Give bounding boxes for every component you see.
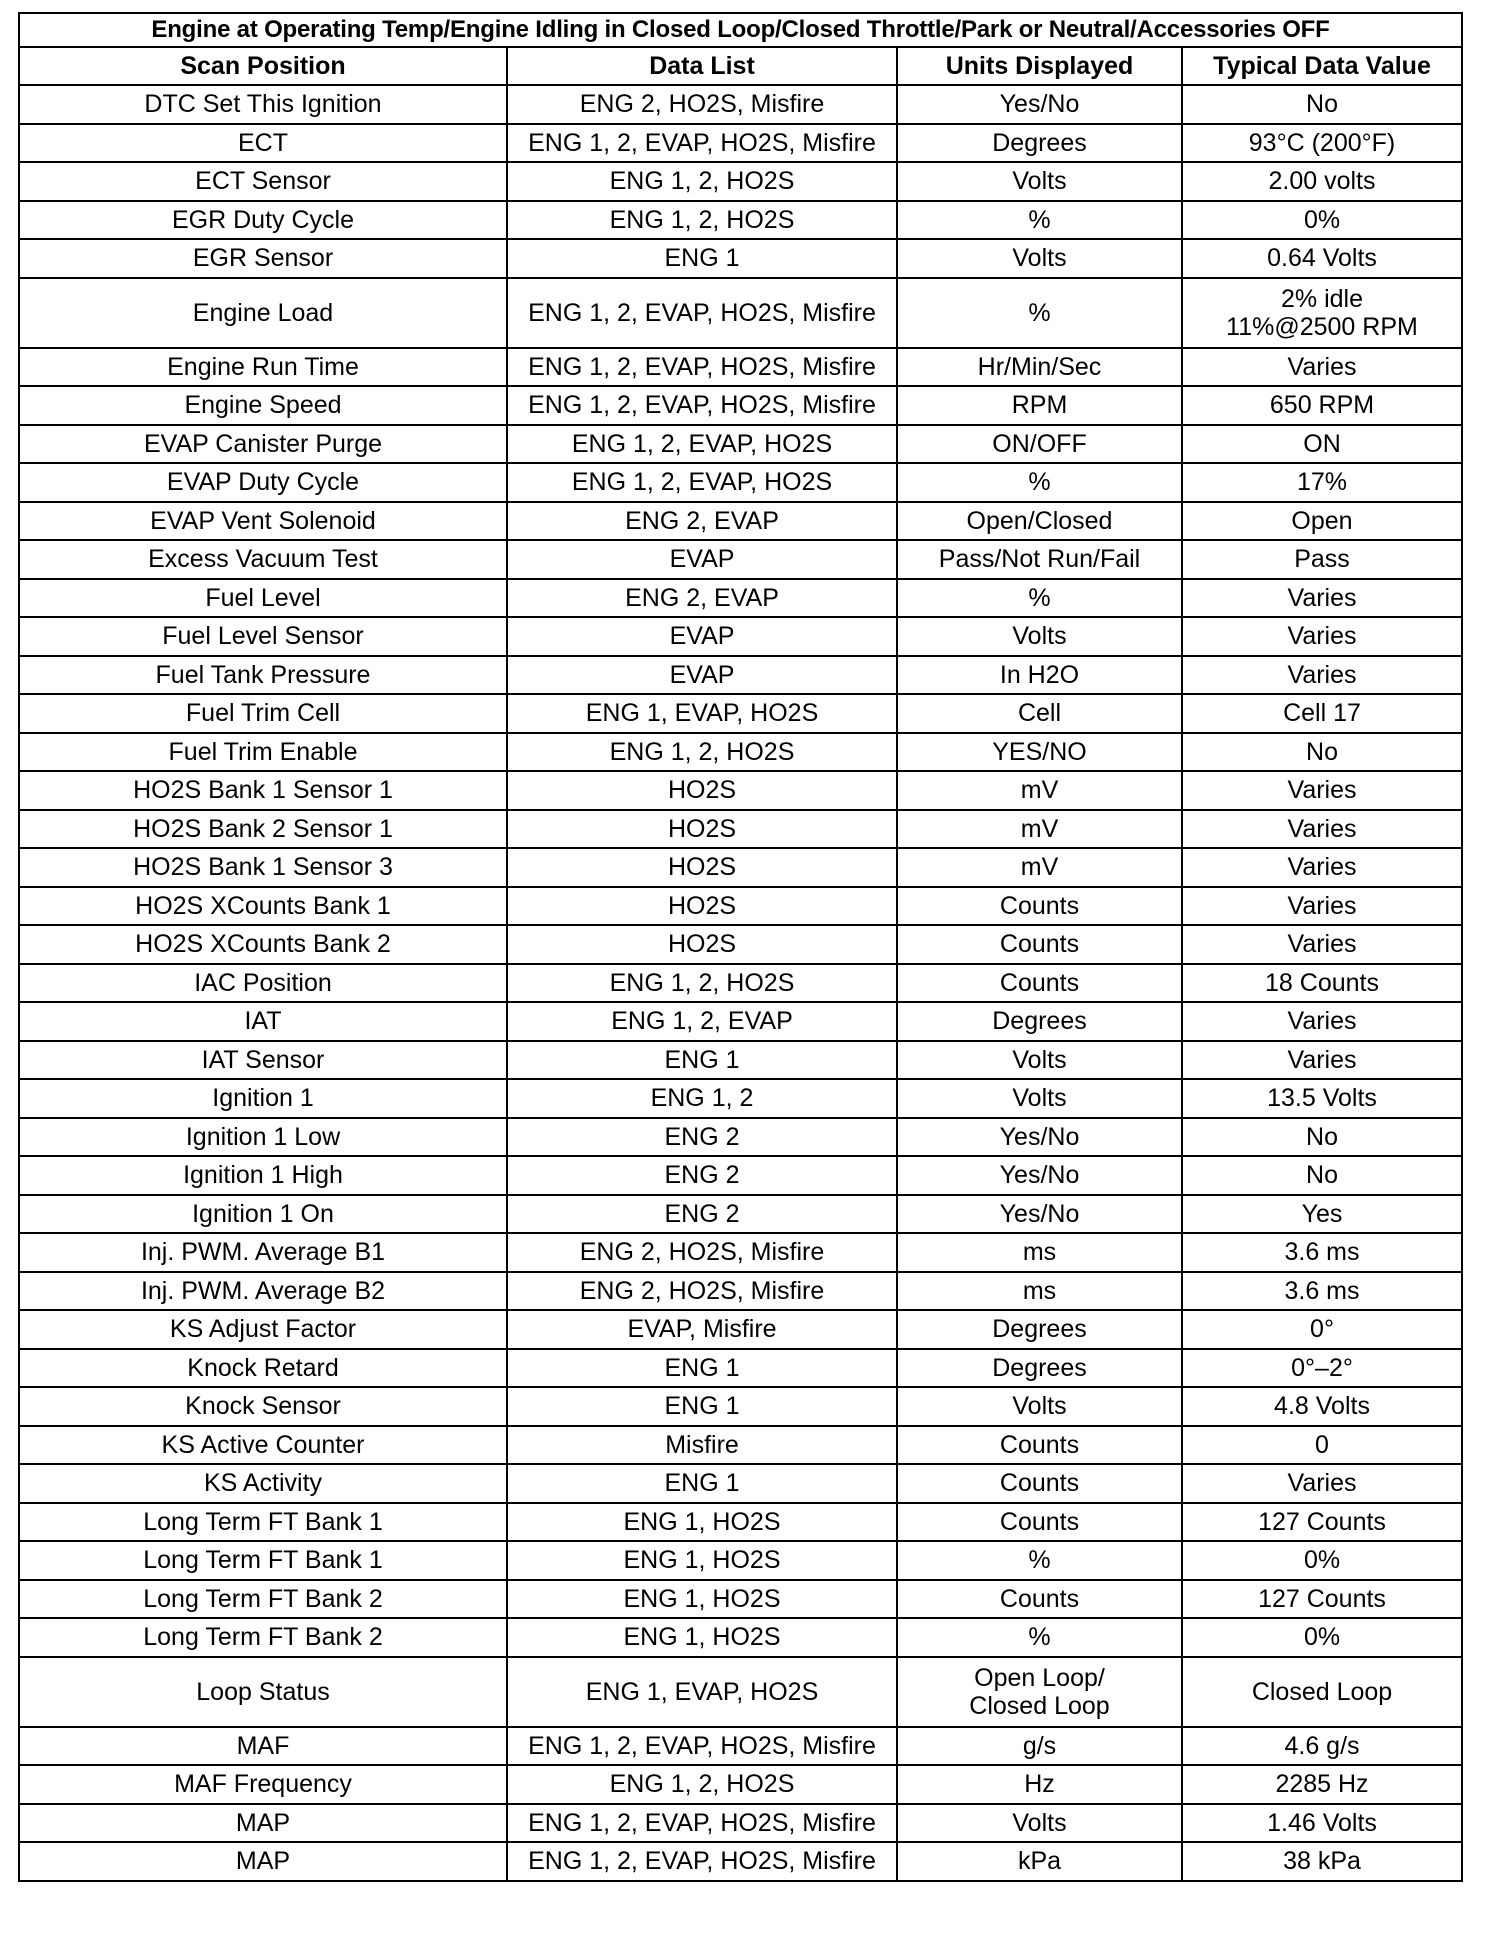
table-row xyxy=(19,278,1462,348)
table-row xyxy=(19,348,1462,387)
cell-units-displayed: Yes/No xyxy=(897,1195,1182,1234)
cell-data-list: ENG 1, 2, EVAP, HO2S, Misfire xyxy=(507,1727,897,1766)
cell-data-list: EVAP xyxy=(507,656,897,695)
cell-data-list: ENG 2 xyxy=(507,1195,897,1234)
cell-scan-position: HO2S XCounts Bank 2 xyxy=(19,925,507,964)
table-row xyxy=(19,810,1462,849)
cell-units-displayed: Hz xyxy=(897,1765,1182,1804)
cell-units-displayed: Counts xyxy=(897,1464,1182,1503)
cell-typical-data-value: Varies xyxy=(1182,925,1462,964)
cell-typical-data-value-line-2: 11%@2500 RPM xyxy=(1226,312,1418,341)
cell-units-displayed: RPM xyxy=(897,386,1182,425)
cell-scan-position: HO2S XCounts Bank 1 xyxy=(19,887,507,926)
cell-scan-position: Fuel Trim Enable xyxy=(19,733,507,772)
cell-scan-position: HO2S Bank 2 Sensor 1 xyxy=(19,810,507,849)
header-units-displayed: Units Displayed xyxy=(897,47,1182,85)
cell-units-displayed: Volts xyxy=(897,1079,1182,1118)
cell-units-displayed: Yes/No xyxy=(897,1156,1182,1195)
cell-scan-position: MAF xyxy=(19,1727,507,1766)
cell-data-list: ENG 1, 2, HO2S xyxy=(507,1765,897,1804)
cell-data-list: ENG 1, HO2S xyxy=(507,1503,897,1542)
table-body xyxy=(19,85,1462,1881)
cell-data-list: ENG 2, HO2S, Misfire xyxy=(507,85,897,124)
cell-data-list: ENG 1, 2, HO2S xyxy=(507,733,897,772)
table-row xyxy=(19,1156,1462,1195)
cell-scan-position: Long Term FT Bank 1 xyxy=(19,1541,507,1580)
cell-scan-position: Fuel Tank Pressure xyxy=(19,656,507,695)
scan-data-table xyxy=(18,12,1463,1882)
cell-scan-position: Knock Retard xyxy=(19,1349,507,1388)
cell-scan-position: Long Term FT Bank 2 xyxy=(19,1618,507,1657)
cell-typical-data-value: 3.6 ms xyxy=(1182,1272,1462,1311)
cell-units-displayed: kPa xyxy=(897,1842,1182,1881)
table-row xyxy=(19,239,1462,278)
cell-units-displayed: Counts xyxy=(897,1580,1182,1619)
cell-units-displayed: % xyxy=(897,463,1182,502)
cell-typical-data-value: Varies xyxy=(1182,617,1462,656)
table-row xyxy=(19,1272,1462,1311)
table-row xyxy=(19,1580,1462,1619)
cell-typical-data-value: 2.00 volts xyxy=(1182,162,1462,201)
cell-typical-data-value: 0% xyxy=(1182,1618,1462,1657)
cell-units-displayed: mV xyxy=(897,810,1182,849)
cell-data-list: ENG 1, 2, EVAP, HO2S xyxy=(507,425,897,464)
cell-scan-position: Ignition 1 On xyxy=(19,1195,507,1234)
cell-units-displayed: ms xyxy=(897,1272,1182,1311)
table-row xyxy=(19,1503,1462,1542)
cell-data-list: ENG 1, 2, HO2S xyxy=(507,201,897,240)
cell-units-displayed: Counts xyxy=(897,1503,1182,1542)
cell-typical-data-value: 0° xyxy=(1182,1310,1462,1349)
cell-scan-position: KS Active Counter xyxy=(19,1426,507,1465)
cell-scan-position: HO2S Bank 1 Sensor 1 xyxy=(19,771,507,810)
cell-units-displayed: YES/NO xyxy=(897,733,1182,772)
cell-data-list: HO2S xyxy=(507,925,897,964)
cell-data-list: ENG 1 xyxy=(507,239,897,278)
cell-data-list: ENG 2, HO2S, Misfire xyxy=(507,1272,897,1311)
cell-typical-data-value: 0% xyxy=(1182,201,1462,240)
table-row xyxy=(19,656,1462,695)
table-row xyxy=(19,617,1462,656)
cell-data-list: ENG 1, 2, EVAP, HO2S, Misfire xyxy=(507,1804,897,1843)
cell-data-list: ENG 1, EVAP, HO2S xyxy=(507,694,897,733)
table-row xyxy=(19,1727,1462,1766)
cell-typical-data-value: 127 Counts xyxy=(1182,1503,1462,1542)
cell-typical-data-value xyxy=(1182,278,1462,348)
table-row xyxy=(19,1079,1462,1118)
cell-data-list: ENG 1 xyxy=(507,1464,897,1503)
table-row xyxy=(19,848,1462,887)
cell-units-displayed: Counts xyxy=(897,887,1182,926)
cell-scan-position: IAC Position xyxy=(19,964,507,1003)
cell-scan-position: ECT xyxy=(19,124,507,163)
table-row xyxy=(19,1804,1462,1843)
cell-typical-data-value: No xyxy=(1182,1156,1462,1195)
cell-typical-data-value: 0.64 Volts xyxy=(1182,239,1462,278)
cell-typical-data-value: 13.5 Volts xyxy=(1182,1079,1462,1118)
cell-typical-data-value-line-1: 2% idle xyxy=(1281,284,1363,313)
table-row xyxy=(19,1765,1462,1804)
cell-scan-position: MAP xyxy=(19,1842,507,1881)
table-row xyxy=(19,1118,1462,1157)
cell-scan-position: MAF Frequency xyxy=(19,1765,507,1804)
cell-scan-position: MAP xyxy=(19,1804,507,1843)
table-row xyxy=(19,1657,1462,1727)
cell-units-displayed: Counts xyxy=(897,925,1182,964)
cell-typical-data-value: 1.46 Volts xyxy=(1182,1804,1462,1843)
cell-typical-data-value: 93°C (200°F) xyxy=(1182,124,1462,163)
table-row xyxy=(19,925,1462,964)
cell-scan-position: Engine Speed xyxy=(19,386,507,425)
cell-data-list: HO2S xyxy=(507,848,897,887)
cell-typical-data-value: 2285 Hz xyxy=(1182,1765,1462,1804)
cell-data-list: ENG 1, 2, HO2S xyxy=(507,964,897,1003)
cell-units-displayed xyxy=(897,1657,1182,1727)
cell-scan-position: EVAP Vent Solenoid xyxy=(19,502,507,541)
cell-data-list: ENG 2, EVAP xyxy=(507,502,897,541)
cell-typical-data-value: Varies xyxy=(1182,1041,1462,1080)
cell-data-list: ENG 1, 2 xyxy=(507,1079,897,1118)
table-row xyxy=(19,201,1462,240)
cell-typical-data-value: Closed Loop xyxy=(1182,1657,1462,1727)
cell-typical-data-value: 38 kPa xyxy=(1182,1842,1462,1881)
cell-scan-position: Ignition 1 High xyxy=(19,1156,507,1195)
cell-scan-position: Long Term FT Bank 1 xyxy=(19,1503,507,1542)
cell-units-displayed: mV xyxy=(897,848,1182,887)
table-row xyxy=(19,425,1462,464)
cell-typical-data-value: 4.8 Volts xyxy=(1182,1387,1462,1426)
cell-data-list: Misfire xyxy=(507,1426,897,1465)
cell-units-displayed: Volts xyxy=(897,617,1182,656)
cell-data-list: HO2S xyxy=(507,771,897,810)
cell-units-displayed: Volts xyxy=(897,239,1182,278)
cell-typical-data-value: 18 Counts xyxy=(1182,964,1462,1003)
cell-data-list: ENG 1, HO2S xyxy=(507,1618,897,1657)
cell-units-displayed: In H2O xyxy=(897,656,1182,695)
cell-data-list: ENG 1, EVAP, HO2S xyxy=(507,1657,897,1727)
cell-typical-data-value: No xyxy=(1182,85,1462,124)
cell-units-displayed: ON/OFF xyxy=(897,425,1182,464)
cell-scan-position: ECT Sensor xyxy=(19,162,507,201)
table-row xyxy=(19,1541,1462,1580)
cell-units-displayed: Degrees xyxy=(897,1310,1182,1349)
cell-scan-position: Long Term FT Bank 2 xyxy=(19,1580,507,1619)
cell-typical-data-value: 0°–2° xyxy=(1182,1349,1462,1388)
cell-units-displayed: % xyxy=(897,579,1182,618)
table-row xyxy=(19,85,1462,124)
cell-scan-position: HO2S Bank 1 Sensor 3 xyxy=(19,848,507,887)
cell-scan-position: Ignition 1 xyxy=(19,1079,507,1118)
table-row xyxy=(19,1195,1462,1234)
scan-data-sheet xyxy=(18,12,1461,1882)
cell-data-list: EVAP, Misfire xyxy=(507,1310,897,1349)
cell-units-displayed: Pass/Not Run/Fail xyxy=(897,540,1182,579)
cell-typical-data-value: 650 RPM xyxy=(1182,386,1462,425)
cell-scan-position: EVAP Duty Cycle xyxy=(19,463,507,502)
cell-typical-data-value: Varies xyxy=(1182,810,1462,849)
cell-typical-data-value: 0% xyxy=(1182,1541,1462,1580)
cell-typical-data-value: Open xyxy=(1182,502,1462,541)
cell-scan-position: EGR Duty Cycle xyxy=(19,201,507,240)
cell-typical-data-value: Varies xyxy=(1182,848,1462,887)
cell-units-displayed-line-2: Closed Loop xyxy=(969,1691,1110,1720)
cell-scan-position: IAT Sensor xyxy=(19,1041,507,1080)
table-row xyxy=(19,1349,1462,1388)
cell-typical-data-value: Varies xyxy=(1182,1464,1462,1503)
cell-typical-data-value: ON xyxy=(1182,425,1462,464)
cell-scan-position: Knock Sensor xyxy=(19,1387,507,1426)
table-row xyxy=(19,1310,1462,1349)
header-data-list: Data List xyxy=(507,47,897,85)
table-row xyxy=(19,887,1462,926)
table-row xyxy=(19,1041,1462,1080)
table-row xyxy=(19,733,1462,772)
table-title: Engine at Operating Temp/Engine Idling in Closed Loop/Closed Throttle/Park or Neutral/Accessories OFF xyxy=(19,13,1462,47)
cell-scan-position: KS Activity xyxy=(19,1464,507,1503)
cell-units-displayed: Degrees xyxy=(897,1349,1182,1388)
cell-data-list: ENG 1, 2, EVAP, HO2S, Misfire xyxy=(507,124,897,163)
cell-units-displayed: g/s xyxy=(897,1727,1182,1766)
table-row xyxy=(19,1618,1462,1657)
cell-data-list: ENG 2 xyxy=(507,1156,897,1195)
cell-data-list: ENG 2, HO2S, Misfire xyxy=(507,1233,897,1272)
cell-typical-data-value: 127 Counts xyxy=(1182,1580,1462,1619)
table-row xyxy=(19,1002,1462,1041)
cell-scan-position: Fuel Level Sensor xyxy=(19,617,507,656)
cell-data-list: ENG 1, 2, EVAP, HO2S, Misfire xyxy=(507,1842,897,1881)
table-row xyxy=(19,1387,1462,1426)
cell-typical-data-value: Pass xyxy=(1182,540,1462,579)
cell-units-displayed: Volts xyxy=(897,1804,1182,1843)
cell-typical-data-value: No xyxy=(1182,1118,1462,1157)
cell-data-list: ENG 1 xyxy=(507,1349,897,1388)
cell-units-displayed: Yes/No xyxy=(897,85,1182,124)
cell-scan-position: Excess Vacuum Test xyxy=(19,540,507,579)
table-row xyxy=(19,1426,1462,1465)
cell-data-list: ENG 1, HO2S xyxy=(507,1580,897,1619)
cell-typical-data-value: Varies xyxy=(1182,348,1462,387)
cell-data-list: ENG 1 xyxy=(507,1041,897,1080)
cell-typical-data-value: No xyxy=(1182,733,1462,772)
cell-scan-position: Inj. PWM. Average B1 xyxy=(19,1233,507,1272)
cell-typical-data-value: 3.6 ms xyxy=(1182,1233,1462,1272)
cell-units-displayed: Degrees xyxy=(897,124,1182,163)
cell-data-list: EVAP xyxy=(507,617,897,656)
cell-units-displayed: Cell xyxy=(897,694,1182,733)
cell-units-displayed: Volts xyxy=(897,1041,1182,1080)
table-row xyxy=(19,463,1462,502)
cell-typical-data-value: Cell 17 xyxy=(1182,694,1462,733)
cell-scan-position: Inj. PWM. Average B2 xyxy=(19,1272,507,1311)
cell-data-list: ENG 1 xyxy=(507,1387,897,1426)
cell-units-displayed: Open/Closed xyxy=(897,502,1182,541)
cell-typical-data-value: Yes xyxy=(1182,1195,1462,1234)
cell-typical-data-value: 0 xyxy=(1182,1426,1462,1465)
table-row xyxy=(19,540,1462,579)
cell-scan-position: Fuel Level xyxy=(19,579,507,618)
table-row xyxy=(19,1233,1462,1272)
cell-data-list: ENG 1, HO2S xyxy=(507,1541,897,1580)
cell-units-displayed: Yes/No xyxy=(897,1118,1182,1157)
table-row xyxy=(19,124,1462,163)
table-row xyxy=(19,1842,1462,1881)
cell-typical-data-value: 17% xyxy=(1182,463,1462,502)
table-row xyxy=(19,694,1462,733)
cell-typical-data-value: Varies xyxy=(1182,887,1462,926)
cell-typical-data-value: Varies xyxy=(1182,579,1462,618)
cell-scan-position: DTC Set This Ignition xyxy=(19,85,507,124)
cell-data-list: HO2S xyxy=(507,810,897,849)
cell-scan-position: Fuel Trim Cell xyxy=(19,694,507,733)
cell-units-displayed: Volts xyxy=(897,1387,1182,1426)
cell-typical-data-value: 4.6 g/s xyxy=(1182,1727,1462,1766)
cell-typical-data-value: Varies xyxy=(1182,1002,1462,1041)
cell-scan-position: Engine Run Time xyxy=(19,348,507,387)
cell-units-displayed: % xyxy=(897,1541,1182,1580)
cell-scan-position: Engine Load xyxy=(19,278,507,348)
cell-scan-position: EGR Sensor xyxy=(19,239,507,278)
header-typical-data-value: Typical Data Value xyxy=(1182,47,1462,85)
table-row xyxy=(19,502,1462,541)
header-scan-position: Scan Position xyxy=(19,47,507,85)
cell-data-list: EVAP xyxy=(507,540,897,579)
cell-units-displayed: Counts xyxy=(897,964,1182,1003)
cell-units-displayed: % xyxy=(897,1618,1182,1657)
table-row xyxy=(19,386,1462,425)
cell-scan-position: EVAP Canister Purge xyxy=(19,425,507,464)
cell-units-displayed: Volts xyxy=(897,162,1182,201)
cell-scan-position: IAT xyxy=(19,1002,507,1041)
table-row xyxy=(19,162,1462,201)
cell-scan-position: KS Adjust Factor xyxy=(19,1310,507,1349)
cell-data-list: ENG 2 xyxy=(507,1118,897,1157)
cell-units-displayed: mV xyxy=(897,771,1182,810)
cell-units-displayed: % xyxy=(897,278,1182,348)
table-row xyxy=(19,771,1462,810)
cell-data-list: ENG 1, 2, EVAP, HO2S, Misfire xyxy=(507,348,897,387)
cell-units-displayed: Hr/Min/Sec xyxy=(897,348,1182,387)
cell-data-list: ENG 1, 2, EVAP, HO2S, Misfire xyxy=(507,386,897,425)
cell-data-list: ENG 2, EVAP xyxy=(507,579,897,618)
cell-scan-position: Ignition 1 Low xyxy=(19,1118,507,1157)
table-row xyxy=(19,1464,1462,1503)
cell-units-displayed: Degrees xyxy=(897,1002,1182,1041)
cell-units-displayed-line-1: Open Loop/ xyxy=(974,1663,1105,1692)
cell-data-list: ENG 1, 2, EVAP xyxy=(507,1002,897,1041)
cell-data-list: HO2S xyxy=(507,887,897,926)
cell-data-list: ENG 1, 2, EVAP, HO2S, Misfire xyxy=(507,278,897,348)
cell-scan-position: Loop Status xyxy=(19,1657,507,1727)
cell-typical-data-value: Varies xyxy=(1182,771,1462,810)
cell-units-displayed: ms xyxy=(897,1233,1182,1272)
table-row xyxy=(19,579,1462,618)
table-row xyxy=(19,964,1462,1003)
cell-data-list: ENG 1, 2, EVAP, HO2S xyxy=(507,463,897,502)
cell-typical-data-value: Varies xyxy=(1182,656,1462,695)
cell-data-list: ENG 1, 2, HO2S xyxy=(507,162,897,201)
cell-units-displayed: % xyxy=(897,201,1182,240)
cell-units-displayed: Counts xyxy=(897,1426,1182,1465)
